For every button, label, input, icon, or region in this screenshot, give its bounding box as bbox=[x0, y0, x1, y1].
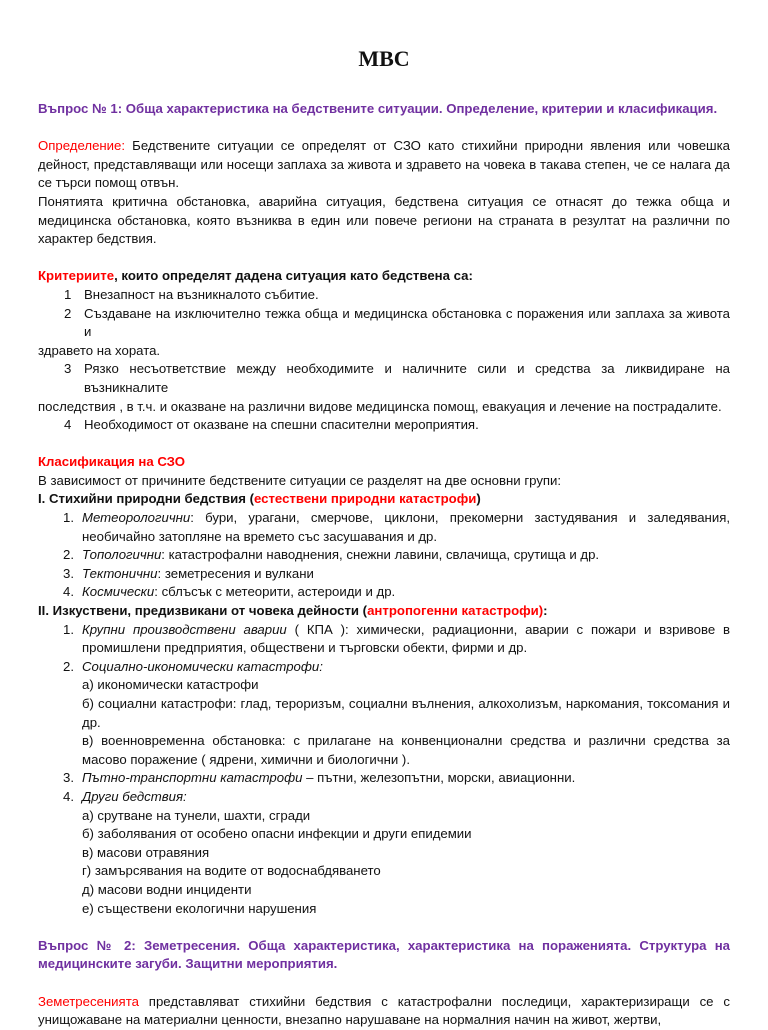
list-item bbox=[38, 509, 730, 546]
group-2-heading bbox=[38, 602, 730, 621]
list-item-term: Космически bbox=[82, 584, 155, 600]
list-item-body bbox=[82, 583, 730, 602]
criteria-item-continuation: здравето на хората. bbox=[38, 342, 161, 358]
definition-text: Бедствените ситуации се определят от СЗО като стихийни природни явления или човешка дейност, представляващи или носещи заплаха за живота и здравето на човека в такава степен, че се налага да се търси помощ отвън. bbox=[38, 138, 730, 191]
sub-item: б) заболявания от особено опасни инфекции и други епидемии bbox=[82, 826, 472, 842]
criteria-item-continuation: последствия , в т.ч. и оказване на различни видове медицинска помощ, евакуация и лечение на пострадалите. bbox=[38, 398, 722, 414]
list-item bbox=[38, 546, 730, 565]
group-1-red-text: естествени природни катастрофи bbox=[253, 491, 477, 507]
classification-intro: В зависимост от причините бедствените ситуации се разделят на две основни групи: bbox=[38, 472, 562, 488]
list-item-body bbox=[82, 769, 730, 788]
group-2-suffix: : bbox=[543, 603, 548, 619]
earthquake-text: представляват стихийни бедствия с катастрофални последици, характеризиращи се с унищожаване на материални ценности, внезапно нарушаване на нормалния начин на живот, жертви, bbox=[38, 993, 730, 1028]
criteria-item-text: Внезапност на възникналото събитие. bbox=[84, 286, 319, 302]
list-item-body bbox=[82, 509, 730, 546]
sub-item: г) замърсявания на водите от водоснабдяването bbox=[82, 863, 381, 879]
criteria-item-number: 1 bbox=[64, 286, 72, 302]
list-item-number: 2. bbox=[63, 658, 74, 674]
classification-heading: Класификация на СЗО bbox=[38, 454, 186, 470]
group-1-heading bbox=[38, 490, 730, 509]
list-item bbox=[38, 565, 730, 584]
list-item-term: Топологични bbox=[82, 547, 162, 563]
list-item-body bbox=[82, 546, 730, 565]
list-item-number: 1. bbox=[63, 621, 74, 637]
sub-item: б) социални катастрофи: глад, тероризъм, социални вълнения, алкохолизъм, наркомания, токсомания и др. bbox=[82, 696, 730, 730]
list-item-term: Крупни производствени аварии bbox=[82, 621, 287, 637]
definition-label: Определение: bbox=[38, 138, 126, 154]
list-item-term: Социално-икономически катастрофи: bbox=[82, 658, 323, 674]
document-body bbox=[38, 100, 730, 1030]
group-1-suffix: ) bbox=[476, 491, 481, 507]
list-item-text: : земетресения и вулкани bbox=[157, 565, 314, 581]
definition-paragraph-2: Понятията критична обстановка, аварийна ситуация, бедствена ситуация се отнасят до тежка обща и медицинска обстановка, която възниква в един или повече региони на страната в резултат на различни по характер бедствия. bbox=[38, 193, 730, 247]
group-1-prefix: I. Стихийни природни бедствия ( bbox=[38, 491, 254, 507]
criteria-item-text: Създаване на изключително тежка обща и медицинска обстановка с поражения или заплаха за живота и bbox=[84, 305, 730, 340]
criteria-item-text: Необходимост от оказване на спешни спасителни мероприятия. bbox=[84, 417, 479, 433]
earthquake-label: Земетресенията bbox=[38, 993, 139, 1009]
group-2-red-text: антропогенни катастрофи) bbox=[367, 603, 544, 619]
list-item-term: Пътно-транспортни катастрофи bbox=[82, 770, 303, 786]
sub-item: а) срутване на тунели, шахти, сгради bbox=[82, 807, 311, 823]
list-item-number: 3. bbox=[63, 565, 74, 581]
criteria-item-number: 4 bbox=[64, 417, 72, 433]
list-item bbox=[38, 621, 730, 658]
list-item-text: : сблъсък с метеорити, астероиди и др. bbox=[154, 584, 396, 600]
criteria-item-number: 3 bbox=[64, 361, 72, 377]
list-item-body bbox=[82, 621, 730, 658]
list-item-text: – пътни, железопътни, морски, авиационни. bbox=[302, 770, 576, 786]
earthquake-paragraph bbox=[38, 993, 730, 1030]
definition-paragraph bbox=[38, 137, 730, 193]
list-item-term: Тектонични bbox=[82, 565, 158, 581]
list-item-number: 1. bbox=[63, 510, 74, 526]
list-item bbox=[38, 788, 730, 807]
list-item-number: 4. bbox=[63, 788, 74, 804]
criteria-heading bbox=[38, 267, 730, 286]
document-title: МВС bbox=[358, 46, 410, 71]
list-item-number: 2. bbox=[63, 547, 74, 563]
list-item-text: ( КПА ): химически, радиационни, аварии с пожари и взривове в промишлени предприятия, обществени и търговски обекти, фирми и др. bbox=[82, 621, 730, 656]
criteria-item bbox=[38, 305, 730, 342]
list-item-text: : бури, урагани, смерчове, циклони, прекомерни застудявания и заледявания, необичайно затопляне на времето със засушавания и др. bbox=[82, 510, 730, 544]
list-item-number: 4. bbox=[63, 584, 74, 600]
list-item bbox=[38, 769, 730, 788]
sub-item: в) военновременна обстановка: с прилагане на конвенционални средства и различни средства за масово поражение ( ядрени, химични и биологични ). bbox=[82, 733, 730, 767]
sub-item: е) съществени екологични нарушения bbox=[82, 900, 317, 916]
criteria-item-number: 2 bbox=[64, 305, 72, 321]
criteria-item bbox=[38, 416, 730, 435]
list-item-term: Други бедствия: bbox=[82, 788, 187, 804]
criteria-item bbox=[38, 286, 730, 305]
sub-item: а) икономически катастрофи bbox=[82, 677, 259, 693]
list-item-number: 3. bbox=[63, 770, 74, 786]
criteria-item-text: Рязко несъответствие между необходимите и наличните сили и средства за ликвидиране на възникналите bbox=[84, 361, 730, 395]
sub-item: д) масови водни инциденти bbox=[82, 881, 252, 897]
group-2-prefix: II. Изкуствени, предизвикани от човека дейности ( bbox=[38, 603, 368, 619]
question-1-heading: Въпрос № 1: Обща характеристика на бедствените ситуации. Определение, критерии и класификация. bbox=[38, 101, 718, 116]
list-item-text: : катастрофални наводнения, снежни лавини, свлачища, срутища и др. bbox=[161, 547, 600, 563]
list-item-body bbox=[82, 565, 730, 584]
list-item-term: Метеорологични bbox=[82, 510, 191, 526]
question-2-heading: Въпрос № 2: Земетресения. Обща характеристика, характеристика на пораженията. Структура на медицинските загуби. Защитни мероприятия. bbox=[38, 937, 730, 972]
list-item bbox=[38, 583, 730, 602]
criteria-label: Критериите bbox=[38, 268, 115, 284]
criteria-heading-rest: , които определят дадена ситуация като бедствена са: bbox=[114, 268, 473, 284]
list-item bbox=[38, 658, 730, 677]
sub-item: в) масови отравяния bbox=[82, 844, 210, 860]
criteria-item bbox=[38, 360, 730, 397]
